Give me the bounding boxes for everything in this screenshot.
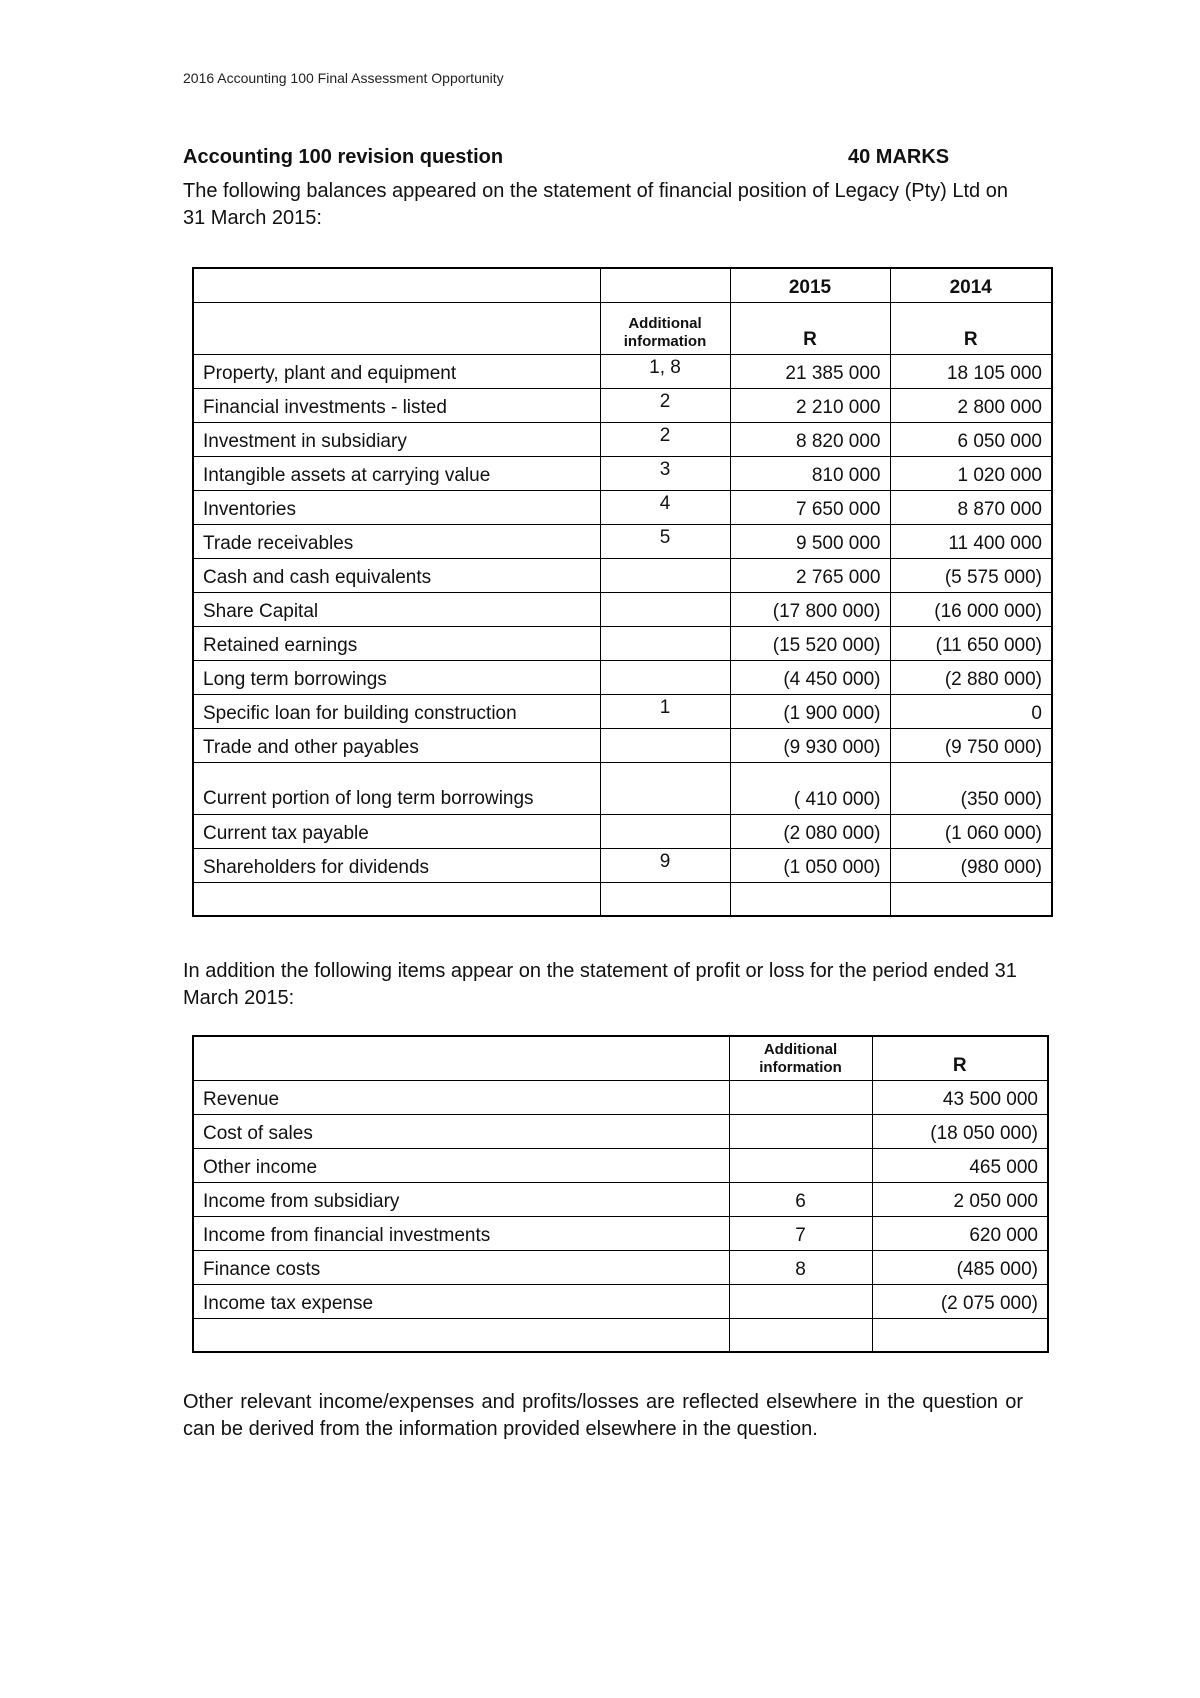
- table-row: [193, 1080, 1048, 1114]
- row-ref: 4: [600, 490, 730, 524]
- row-2014-value: 8 870 000: [890, 490, 1052, 524]
- row-ref: 7: [729, 1216, 872, 1250]
- row-ref: 2: [600, 422, 730, 456]
- row-ref: [729, 1284, 872, 1318]
- currency-2014-header: R: [890, 302, 1052, 354]
- table-row: [193, 354, 1052, 388]
- row-2015-value: 21 385 000: [730, 354, 890, 388]
- row-ref: 8: [729, 1250, 872, 1284]
- row-ref: [600, 592, 730, 626]
- question-heading: [183, 146, 963, 169]
- row-2015-value: (1 050 000): [730, 848, 890, 882]
- additional-info-header: [600, 302, 730, 354]
- table-row: [193, 388, 1052, 422]
- question-marks: 40 MARKS: [848, 146, 950, 168]
- table-row: [193, 1114, 1048, 1148]
- row-label: Investment in subsidiary: [193, 422, 600, 456]
- row-2015-value: 9 500 000: [730, 524, 890, 558]
- table-row: [193, 626, 1052, 660]
- table-row: [193, 728, 1052, 762]
- row-ref: 1, 8: [600, 354, 730, 388]
- row-label: Income from subsidiary: [193, 1182, 729, 1216]
- row-2015-value: (4 450 000): [730, 660, 890, 694]
- table-row: [193, 848, 1052, 882]
- row-2014-value: 18 105 000: [890, 354, 1052, 388]
- row-label: Retained earnings: [193, 626, 600, 660]
- table-row: [193, 524, 1052, 558]
- row-2014-value: 2 800 000: [890, 388, 1052, 422]
- running-header: 2016 Accounting 100 Final Assessment Opportunity: [183, 70, 504, 86]
- profit-or-loss-table: [192, 1035, 1049, 1353]
- empty-cell: [729, 1318, 872, 1352]
- row-2014-value: (2 880 000): [890, 660, 1052, 694]
- row-2014-value: (350 000): [890, 762, 1052, 814]
- table-row: [193, 660, 1052, 694]
- empty-table-row: [193, 1318, 1048, 1352]
- row-label: Share Capital: [193, 592, 600, 626]
- row-ref: 2: [600, 388, 730, 422]
- additional-info-label: Additional information: [759, 1040, 842, 1076]
- table-row: [193, 422, 1052, 456]
- row-2014-value: (1 060 000): [890, 814, 1052, 848]
- row-label: Trade and other payables: [193, 728, 600, 762]
- row-ref: [600, 558, 730, 592]
- row-ref: 3: [600, 456, 730, 490]
- row-ref: [600, 728, 730, 762]
- row-2015-value: 2 210 000: [730, 388, 890, 422]
- row-label: Income from financial investments: [193, 1216, 729, 1250]
- row-label: Long term borrowings: [193, 660, 600, 694]
- row-ref: [600, 626, 730, 660]
- row-amount: 43 500 000: [872, 1080, 1048, 1114]
- closing-paragraph: Other relevant income/expenses and profits/losses are reflected elsewhere in the question or can be derived from the information provided elsewhere in the question.: [183, 1391, 1023, 1440]
- empty-cell: [193, 882, 600, 916]
- empty-header-cell: [193, 302, 600, 354]
- row-2015-value: 8 820 000: [730, 422, 890, 456]
- row-ref: [729, 1114, 872, 1148]
- row-label: Other income: [193, 1148, 729, 1182]
- row-ref: 1: [600, 694, 730, 728]
- row-label: Specific loan for building construction: [193, 694, 600, 728]
- empty-cell: [890, 882, 1052, 916]
- row-ref: 5: [600, 524, 730, 558]
- row-2014-value: 0: [890, 694, 1052, 728]
- row-ref: 6: [729, 1182, 872, 1216]
- row-amount: (485 000): [872, 1250, 1048, 1284]
- row-2015-value: ( 410 000): [730, 762, 890, 814]
- empty-cell: [872, 1318, 1048, 1352]
- row-2014-value: (16 000 000): [890, 592, 1052, 626]
- empty-header-cell: [193, 268, 600, 302]
- row-label: Cash and cash equivalents: [193, 558, 600, 592]
- row-label: Trade receivables: [193, 524, 600, 558]
- currency-header-row: [193, 302, 1052, 354]
- table-row: [193, 558, 1052, 592]
- row-2014-value: 11 400 000: [890, 524, 1052, 558]
- row-label: Finance costs: [193, 1250, 729, 1284]
- empty-header-cell: [600, 268, 730, 302]
- row-2014-value: 6 050 000: [890, 422, 1052, 456]
- table-row: [193, 490, 1052, 524]
- row-amount: (18 050 000): [872, 1114, 1048, 1148]
- row-label: Income tax expense: [193, 1284, 729, 1318]
- table-row: [193, 762, 1052, 814]
- row-2015-value: 810 000: [730, 456, 890, 490]
- intro-paragraph: The following balances appeared on the statement of financial position of Legacy (Pty) Ltd on 31 March 2015:: [183, 180, 1008, 229]
- financial-position-table: [192, 267, 1053, 917]
- table-row: [193, 1250, 1048, 1284]
- row-ref: 9: [600, 848, 730, 882]
- row-label: Current tax payable: [193, 814, 600, 848]
- row-2014-value: (980 000): [890, 848, 1052, 882]
- row-label: Revenue: [193, 1080, 729, 1114]
- row-label: Current portion of long term borrowings: [193, 762, 600, 814]
- row-2015-value: (17 800 000): [730, 592, 890, 626]
- row-2015-value: (9 930 000): [730, 728, 890, 762]
- currency-header: R: [872, 1036, 1048, 1080]
- empty-table-row: [193, 882, 1052, 916]
- additional-info-header: [729, 1036, 872, 1080]
- row-2015-value: 7 650 000: [730, 490, 890, 524]
- row-2014-value: (11 650 000): [890, 626, 1052, 660]
- row-ref: [600, 762, 730, 814]
- table-row: [193, 1216, 1048, 1250]
- row-label: Intangible assets at carrying value: [193, 456, 600, 490]
- empty-cell: [730, 882, 890, 916]
- row-label: Cost of sales: [193, 1114, 729, 1148]
- row-amount: 2 050 000: [872, 1182, 1048, 1216]
- middle-paragraph: In addition the following items appear on the statement of profit or loss for the period ended 31 March 2015:: [183, 960, 1017, 1009]
- empty-header-cell: [193, 1036, 729, 1080]
- row-ref: [729, 1080, 872, 1114]
- row-label: Property, plant and equipment: [193, 354, 600, 388]
- table-row: [193, 456, 1052, 490]
- row-2015-value: (1 900 000): [730, 694, 890, 728]
- row-amount: 465 000: [872, 1148, 1048, 1182]
- table-row: [193, 592, 1052, 626]
- additional-info-label: Additional information: [623, 314, 707, 350]
- row-label: Shareholders for dividends: [193, 848, 600, 882]
- row-label: Inventories: [193, 490, 600, 524]
- table-row: [193, 814, 1052, 848]
- row-ref: [600, 660, 730, 694]
- empty-cell: [193, 1318, 729, 1352]
- year-2015-header: 2015: [730, 268, 890, 302]
- year-header-row: [193, 268, 1052, 302]
- table-row: [193, 1148, 1048, 1182]
- year-2014-header: 2014: [890, 268, 1052, 302]
- table-row: [193, 1182, 1048, 1216]
- row-ref: [600, 814, 730, 848]
- row-2014-value: 1 020 000: [890, 456, 1052, 490]
- currency-header-row: [193, 1036, 1048, 1080]
- row-2015-value: (15 520 000): [730, 626, 890, 660]
- row-2014-value: (5 575 000): [890, 558, 1052, 592]
- row-2015-value: 2 765 000: [730, 558, 890, 592]
- row-amount: 620 000: [872, 1216, 1048, 1250]
- row-2015-value: (2 080 000): [730, 814, 890, 848]
- question-title: Accounting 100 revision question: [183, 146, 504, 168]
- table-row: [193, 694, 1052, 728]
- row-ref: [729, 1148, 872, 1182]
- table-row: [193, 1284, 1048, 1318]
- row-amount: (2 075 000): [872, 1284, 1048, 1318]
- empty-cell: [600, 882, 730, 916]
- row-label: Financial investments - listed: [193, 388, 600, 422]
- currency-2015-header: R: [730, 302, 890, 354]
- row-2014-value: (9 750 000): [890, 728, 1052, 762]
